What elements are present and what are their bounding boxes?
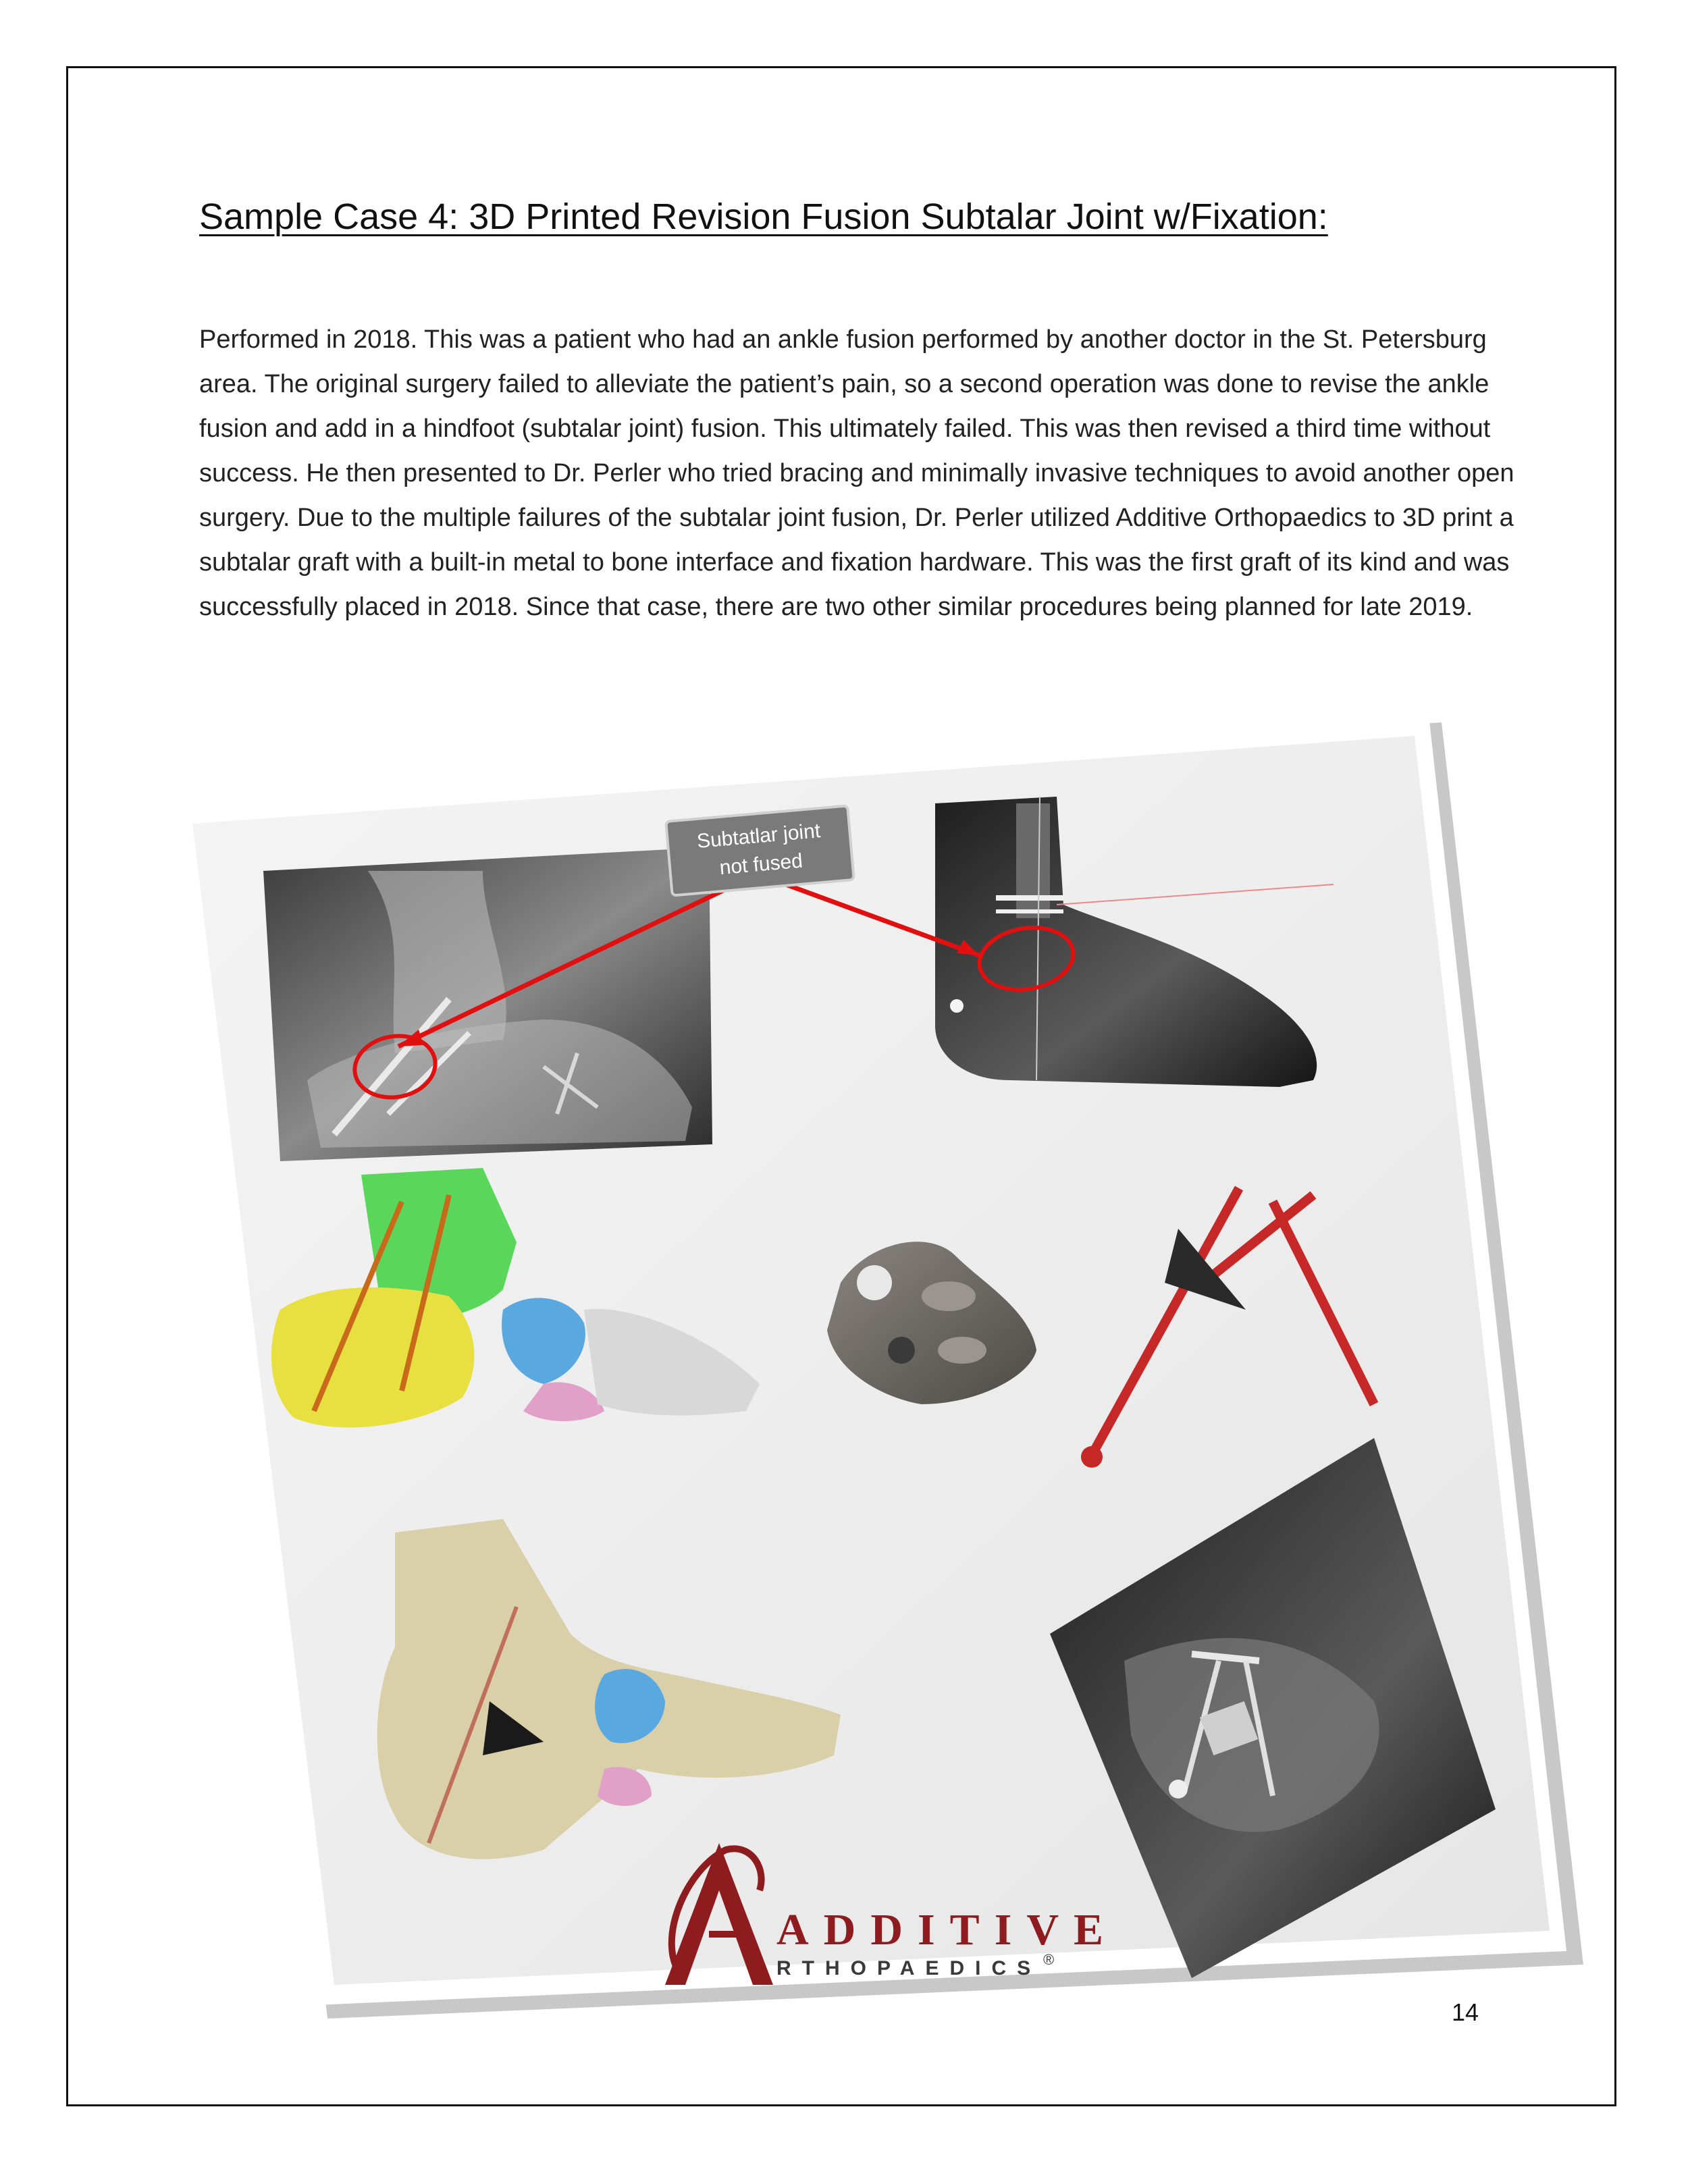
page-number: 14 [1452,1998,1479,2026]
collage-figure [165,702,1617,2025]
callout-line1: Subtatlar joint [695,820,822,853]
logo-word-orthopaedics: RTHOPAEDICS [776,1957,1042,1979]
page-title: Sample Case 4: 3D Printed Revision Fusion Subtalar Joint w/Fixation: [199,196,1328,237]
logo-registered-mark: ® [1043,1951,1055,1968]
case-description: Performed in 2018. This was a patient who had an ankle fusion performed by another doctor in the St. Petersburg area. The original surgery failed to alleviate the patient’s pain, so a second operation was done to revise the ankle fusion and add in a hindfoot (subtalar joint) fusion. This ultimately failed. This was then revised a third time without success. He then presented to Dr. Perler who tried bracing and minimally invasive techniques to avoid another open surgery. Due to the multiple failures of the subtalar joint fusion, Dr. Perler utilized Additive Orthopaedics to 3D print a subtalar graft with a built-in metal to bone interface and fixation hardware. This was the first graft of its kind and was successfully placed in 2018. Since that case, there are two other similar procedures being planned for late 2019. [199,325,1514,621]
callout-line2: not fused [718,849,804,880]
logo-word-additive: ADDITIVE [776,1905,1119,1954]
case-image-collage [165,702,1617,2025]
